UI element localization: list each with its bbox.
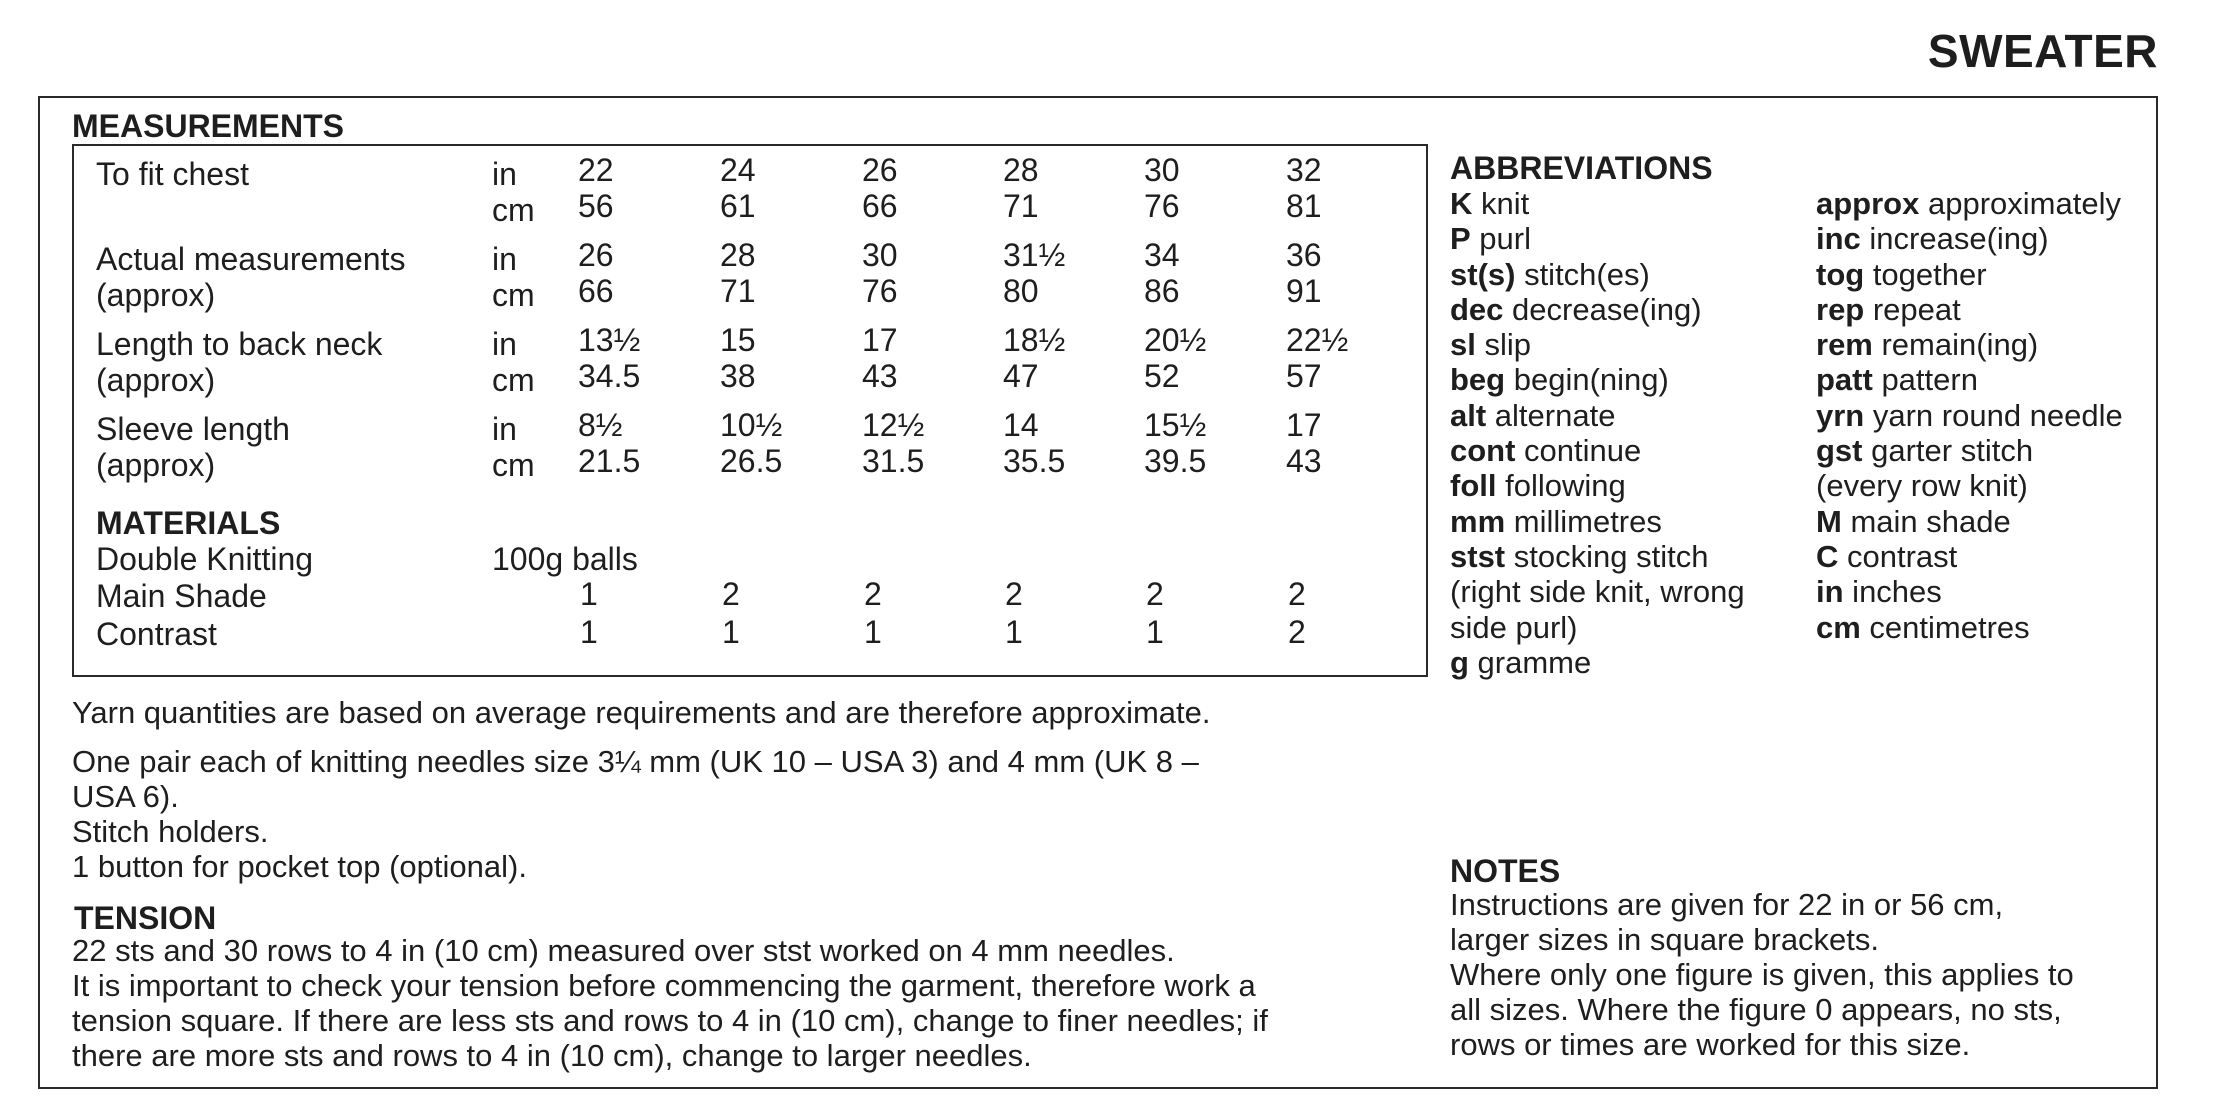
value-cm: 80 bbox=[1003, 273, 1039, 309]
value-in: 22 bbox=[578, 152, 614, 188]
needles-block bbox=[72, 744, 1199, 884]
abbreviation-item bbox=[1450, 221, 1745, 256]
abbreviation-item bbox=[1816, 574, 2123, 609]
value-in: 20½ bbox=[1144, 322, 1207, 358]
abbreviations-right-column bbox=[1816, 186, 2123, 645]
tension-text bbox=[72, 933, 1268, 1073]
abbreviation-meaning: slip bbox=[1475, 327, 1531, 363]
value-in: 22½ bbox=[1286, 322, 1349, 358]
value-in: 17 bbox=[1286, 407, 1322, 443]
materials-heading: MATERIALS bbox=[96, 505, 281, 541]
abbreviation-item bbox=[1450, 610, 1745, 645]
abbreviation-meaning: purl bbox=[1470, 221, 1531, 257]
value-in: 30 bbox=[862, 237, 898, 273]
abbreviations-left-column bbox=[1450, 186, 1745, 680]
abbreviation-meaning: contrast bbox=[1838, 538, 1958, 574]
needles-line: One pair each of knitting needles size 3¼ mm (UK 10 – USA 3) and 4 mm (UK 8 – bbox=[72, 744, 1199, 779]
row-label: Actual measurements bbox=[96, 241, 406, 277]
row-label: Length to back neck bbox=[96, 326, 383, 362]
abbreviation-meaning: continue bbox=[1515, 433, 1642, 469]
abbreviation-meaning: begin(ning) bbox=[1505, 362, 1669, 398]
abbreviation-item bbox=[1450, 362, 1745, 397]
abbreviation-term: P bbox=[1450, 221, 1471, 257]
abbreviation-item bbox=[1450, 292, 1745, 327]
unit-cm: cm bbox=[492, 277, 535, 313]
abbreviation-item bbox=[1816, 221, 2123, 256]
abbreviation-item bbox=[1816, 504, 2123, 539]
abbreviation-item bbox=[1816, 539, 2123, 574]
abbreviation-item bbox=[1816, 186, 2123, 221]
abbreviation-term: dec bbox=[1450, 291, 1504, 327]
abbreviation-meaning: approximately bbox=[1919, 186, 2121, 221]
value-in: 32 bbox=[1286, 152, 1322, 188]
value-cm: 43 bbox=[1286, 443, 1322, 479]
abbreviation-term: beg bbox=[1450, 362, 1506, 398]
value-in: 8½ bbox=[578, 407, 623, 443]
abbreviation-term: tog bbox=[1816, 256, 1865, 292]
value-in: 12½ bbox=[862, 407, 925, 443]
abbreviation-term: rep bbox=[1816, 291, 1865, 327]
abbreviation-term: gst bbox=[1816, 433, 1863, 469]
abbreviations-heading: ABBREVIATIONS bbox=[1450, 150, 1713, 186]
row-sublabel: (approx) bbox=[96, 362, 216, 398]
abbreviation-term: M bbox=[1816, 503, 1842, 539]
abbreviation-item bbox=[1450, 257, 1745, 292]
row-sublabel: (approx) bbox=[96, 447, 216, 483]
value-cm: 57 bbox=[1286, 358, 1322, 394]
abbreviation-term: approx bbox=[1816, 186, 1920, 221]
abbreviation-meaning: increase(ing) bbox=[1860, 221, 2049, 257]
value-in: 28 bbox=[720, 237, 756, 273]
abbreviation-meaning: pattern bbox=[1872, 362, 1978, 398]
value-in: 26 bbox=[578, 237, 614, 273]
abbreviation-term: patt bbox=[1816, 362, 1873, 398]
abbreviation-meaning: inches bbox=[1843, 574, 1942, 610]
tension-line: It is important to check your tension before commencing the garment, therefore work a bbox=[72, 968, 1256, 1003]
unit-in: in bbox=[492, 411, 517, 447]
abbreviation-term: in bbox=[1816, 574, 1844, 610]
yarn-note: Yarn quantities are based on average requirements and are therefore approximate. bbox=[72, 695, 1211, 730]
value-cm: 66 bbox=[862, 188, 898, 224]
unit-cm: cm bbox=[492, 192, 535, 228]
value-cm: 34.5 bbox=[578, 358, 641, 394]
value-cm: 86 bbox=[1144, 273, 1180, 309]
contrast-qty: 2 bbox=[1288, 614, 1306, 650]
contrast-qty: 1 bbox=[864, 614, 882, 650]
value-in: 15 bbox=[720, 322, 756, 358]
notes-line: larger sizes in square brackets. bbox=[1450, 922, 1880, 957]
value-in: 28 bbox=[1003, 152, 1039, 188]
abbreviation-meaning: gramme bbox=[1468, 644, 1592, 680]
abbreviation-item bbox=[1816, 257, 2123, 292]
tension-line: tension square. If there are less sts and rows to 4 in (10 cm), change to finer needles; if bbox=[72, 1003, 1268, 1038]
abbreviation-term: alt bbox=[1450, 397, 1487, 433]
value-in: 15½ bbox=[1144, 407, 1207, 443]
abbreviation-term: g bbox=[1450, 644, 1469, 680]
main-shade-qty: 2 bbox=[864, 576, 882, 612]
materials-unit: 100g balls bbox=[492, 541, 638, 577]
abbreviation-term: st(s) bbox=[1450, 256, 1516, 292]
abbreviation-item bbox=[1816, 398, 2123, 433]
main-shade-qty: 2 bbox=[1005, 576, 1023, 612]
abbreviation-term: foll bbox=[1450, 468, 1497, 504]
abbreviation-item bbox=[1450, 539, 1745, 574]
stitch-holders-line: Stitch holders. bbox=[72, 814, 269, 849]
contrast-qty: 1 bbox=[1005, 614, 1023, 650]
abbreviation-meaning: decrease(ing) bbox=[1503, 291, 1702, 327]
contrast-qty: 1 bbox=[1146, 614, 1164, 650]
value-cm: 39.5 bbox=[1144, 443, 1207, 479]
value-in: 31½ bbox=[1003, 237, 1066, 273]
value-in: 14 bbox=[1003, 407, 1039, 443]
value-in: 24 bbox=[720, 152, 756, 188]
abbreviation-item bbox=[1816, 362, 2123, 397]
value-cm: 31.5 bbox=[862, 443, 925, 479]
abbreviation-meaning: garter stitch bbox=[1862, 433, 2034, 469]
notes-line: all sizes. Where the figure 0 appears, no sts, bbox=[1450, 992, 2062, 1027]
abbreviation-meaning: stocking stitch bbox=[1505, 538, 1709, 574]
value-cm: 91 bbox=[1286, 273, 1322, 309]
unit-in: in bbox=[492, 156, 517, 192]
abbreviation-meaning: side purl) bbox=[1450, 609, 1578, 645]
abbreviation-meaning: stitch(es) bbox=[1515, 256, 1650, 292]
row-label: Sleeve length bbox=[96, 411, 290, 447]
unit-in: in bbox=[492, 326, 517, 362]
abbreviation-item bbox=[1450, 398, 1745, 433]
abbreviation-meaning: centimetres bbox=[1860, 609, 2030, 645]
abbreviation-item bbox=[1816, 468, 2123, 503]
abbreviation-item bbox=[1816, 610, 2123, 645]
value-cm: 81 bbox=[1286, 188, 1322, 224]
row-sublabel: (approx) bbox=[96, 277, 216, 313]
value-cm: 61 bbox=[720, 188, 756, 224]
value-cm: 26.5 bbox=[720, 443, 783, 479]
button-line: 1 button for pocket top (optional). bbox=[72, 849, 527, 884]
tension-heading: TENSION bbox=[74, 900, 217, 936]
abbreviation-meaning: knit bbox=[1472, 186, 1530, 221]
abbreviation-item bbox=[1450, 574, 1745, 609]
value-cm: 71 bbox=[1003, 188, 1039, 224]
abbreviation-item bbox=[1450, 645, 1745, 680]
unit-in: in bbox=[492, 241, 517, 277]
row-label: To fit chest bbox=[96, 156, 249, 192]
abbreviation-term: C bbox=[1816, 538, 1839, 574]
abbreviation-item bbox=[1450, 327, 1745, 362]
tension-line: there are more sts and rows to 4 in (10 cm), change to larger needles. bbox=[72, 1038, 1032, 1073]
value-in: 30 bbox=[1144, 152, 1180, 188]
abbreviation-item bbox=[1816, 327, 2123, 362]
needles-line: USA 6). bbox=[72, 779, 179, 814]
notes-line: Instructions are given for 22 in or 56 cm, bbox=[1450, 887, 2004, 922]
value-cm: 47 bbox=[1003, 358, 1039, 394]
abbreviation-term: yrn bbox=[1816, 397, 1865, 433]
unit-cm: cm bbox=[492, 447, 535, 483]
abbreviation-meaning: together bbox=[1864, 256, 1987, 292]
value-cm: 35.5 bbox=[1003, 443, 1066, 479]
materials-yarn-label: Double Knitting bbox=[96, 541, 314, 577]
abbreviation-meaning: repeat bbox=[1864, 291, 1961, 327]
abbreviation-term: stst bbox=[1450, 538, 1506, 574]
value-cm: 43 bbox=[862, 358, 898, 394]
value-in: 34 bbox=[1144, 237, 1180, 273]
abbreviation-meaning: remain(ing) bbox=[1872, 327, 2039, 363]
value-in: 10½ bbox=[720, 407, 783, 443]
main-shade-qty: 2 bbox=[1146, 576, 1164, 612]
value-cm: 71 bbox=[720, 273, 756, 309]
abbreviation-item bbox=[1816, 292, 2123, 327]
abbreviation-meaning: (every row knit) bbox=[1816, 468, 2028, 504]
measurements-heading: MEASUREMENTS bbox=[72, 108, 345, 144]
abbreviation-meaning: alternate bbox=[1486, 397, 1616, 433]
tension-line: 22 sts and 30 rows to 4 in (10 cm) measured over stst worked on 4 mm needles. bbox=[72, 933, 1175, 968]
abbreviation-term: mm bbox=[1450, 503, 1506, 539]
notes-line: Where only one figure is given, this applies to bbox=[1450, 957, 2074, 992]
main-shade-qty: 2 bbox=[1288, 576, 1306, 612]
value-cm: 56 bbox=[578, 188, 614, 224]
abbreviation-term: K bbox=[1450, 186, 1473, 221]
abbreviation-item bbox=[1816, 433, 2123, 468]
value-in: 17 bbox=[862, 322, 898, 358]
abbreviation-term: sl bbox=[1450, 327, 1476, 363]
value-cm: 66 bbox=[578, 273, 614, 309]
abbreviation-term: rem bbox=[1816, 327, 1873, 363]
value-cm: 76 bbox=[1144, 188, 1180, 224]
value-cm: 52 bbox=[1144, 358, 1180, 394]
abbreviation-term: inc bbox=[1816, 221, 1861, 257]
notes-text bbox=[1450, 887, 2074, 1062]
value-cm: 38 bbox=[720, 358, 756, 394]
value-cm: 76 bbox=[862, 273, 898, 309]
main-shade-qty: 2 bbox=[722, 576, 740, 612]
value-cm: 21.5 bbox=[578, 443, 641, 479]
abbreviation-meaning: following bbox=[1496, 468, 1626, 504]
value-in: 18½ bbox=[1003, 322, 1066, 358]
materials-main-label: Main Shade bbox=[96, 578, 267, 614]
abbreviation-term: cont bbox=[1450, 433, 1516, 469]
abbreviation-meaning: millimetres bbox=[1505, 503, 1662, 539]
abbreviation-meaning: main shade bbox=[1841, 503, 2011, 539]
abbreviation-meaning: yarn round needle bbox=[1864, 397, 2123, 433]
contrast-qty: 1 bbox=[722, 614, 740, 650]
notes-heading: NOTES bbox=[1450, 853, 1561, 889]
abbreviation-item bbox=[1450, 433, 1745, 468]
main-shade-qty: 1 bbox=[580, 576, 598, 612]
value-in: 13½ bbox=[578, 322, 641, 358]
abbreviation-item bbox=[1450, 186, 1745, 221]
page-title: SWEATER bbox=[1927, 25, 2158, 77]
unit-cm: cm bbox=[492, 362, 535, 398]
notes-line: rows or times are worked for this size. bbox=[1450, 1027, 1971, 1062]
abbreviation-term: cm bbox=[1816, 609, 1861, 645]
materials-contrast-label: Contrast bbox=[96, 616, 217, 652]
value-in: 26 bbox=[862, 152, 898, 188]
value-in: 36 bbox=[1286, 237, 1322, 273]
abbreviation-item bbox=[1450, 468, 1745, 503]
abbreviation-meaning: (right side knit, wrong bbox=[1450, 574, 1745, 610]
abbreviation-item bbox=[1450, 504, 1745, 539]
contrast-qty: 1 bbox=[580, 614, 598, 650]
